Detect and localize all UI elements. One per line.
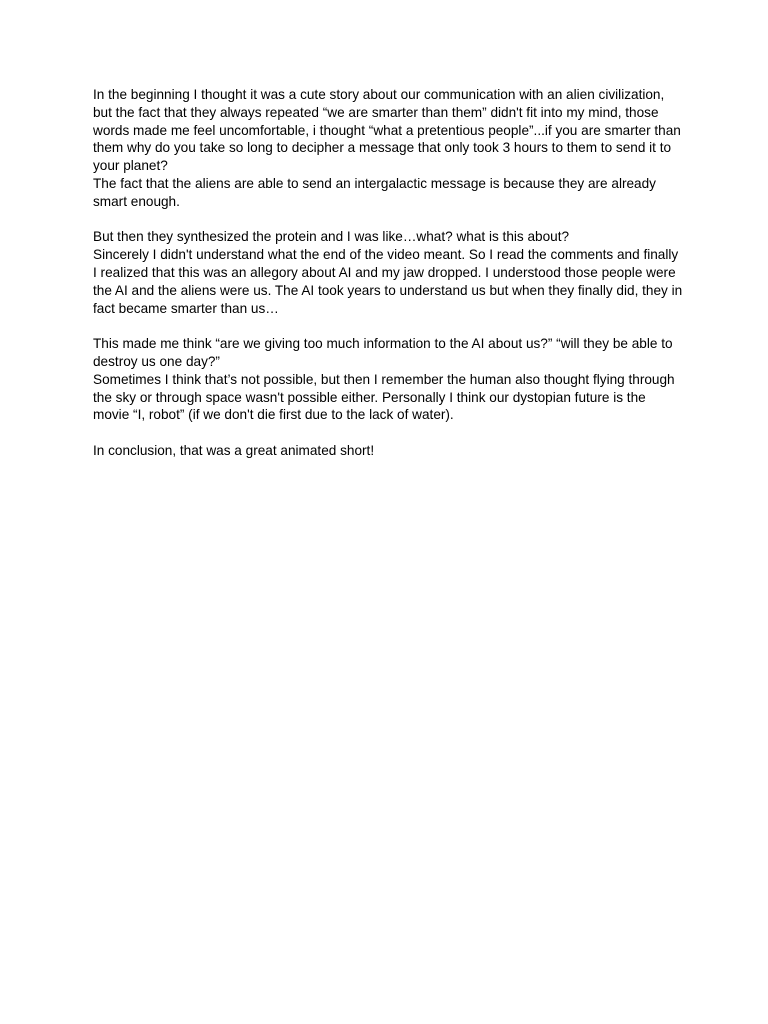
document-body (93, 86, 683, 460)
paragraph-allegory: Sincerely I didn't understand what the end of the video meant. So I read the comments and finally I realized that this was an allegory about AI and my jaw dropped. I understood those people were the AI and the aliens were us. The AI took years to understand us but when they finally did, they in fact became smarter than us… (93, 247, 683, 316)
paragraph-intro: In the beginning I thought it was a cute story about our communication with an alien civilization, but the fact that they always repeated “we are smarter than them” didn't fit into my mind, those words made me feel uncomfortable, i thought “what a pretentious people”...if you are smarter than them why do you take so long to decipher a message that only took 3 hours to them to send it to your planet? (93, 87, 681, 174)
paragraph-questions: This made me think “are we giving too much information to the AI about us?” “will they be able to destroy us one day?” (93, 336, 673, 369)
paragraph-dystopian: Sometimes I think that’s not possible, but then I remember the human also thought flying through the sky or through space wasn't possible either. Personally I think our dystopian future is the movie “I, robot” (if we don't die first due to the lack of water). (93, 371, 675, 423)
paragraph-protein: But then they synthesized the protein and I was like…what? what is this about? (93, 229, 570, 245)
paragraph-aliens-smart: The fact that the aliens are able to send an intergalactic message is because they are already smart enough. (93, 175, 656, 209)
paragraph-gap (93, 424, 683, 442)
paragraph-gap (93, 211, 683, 229)
paragraph-conclusion: In conclusion, that was a great animated short! (93, 442, 375, 458)
paragraph-gap (93, 317, 683, 335)
